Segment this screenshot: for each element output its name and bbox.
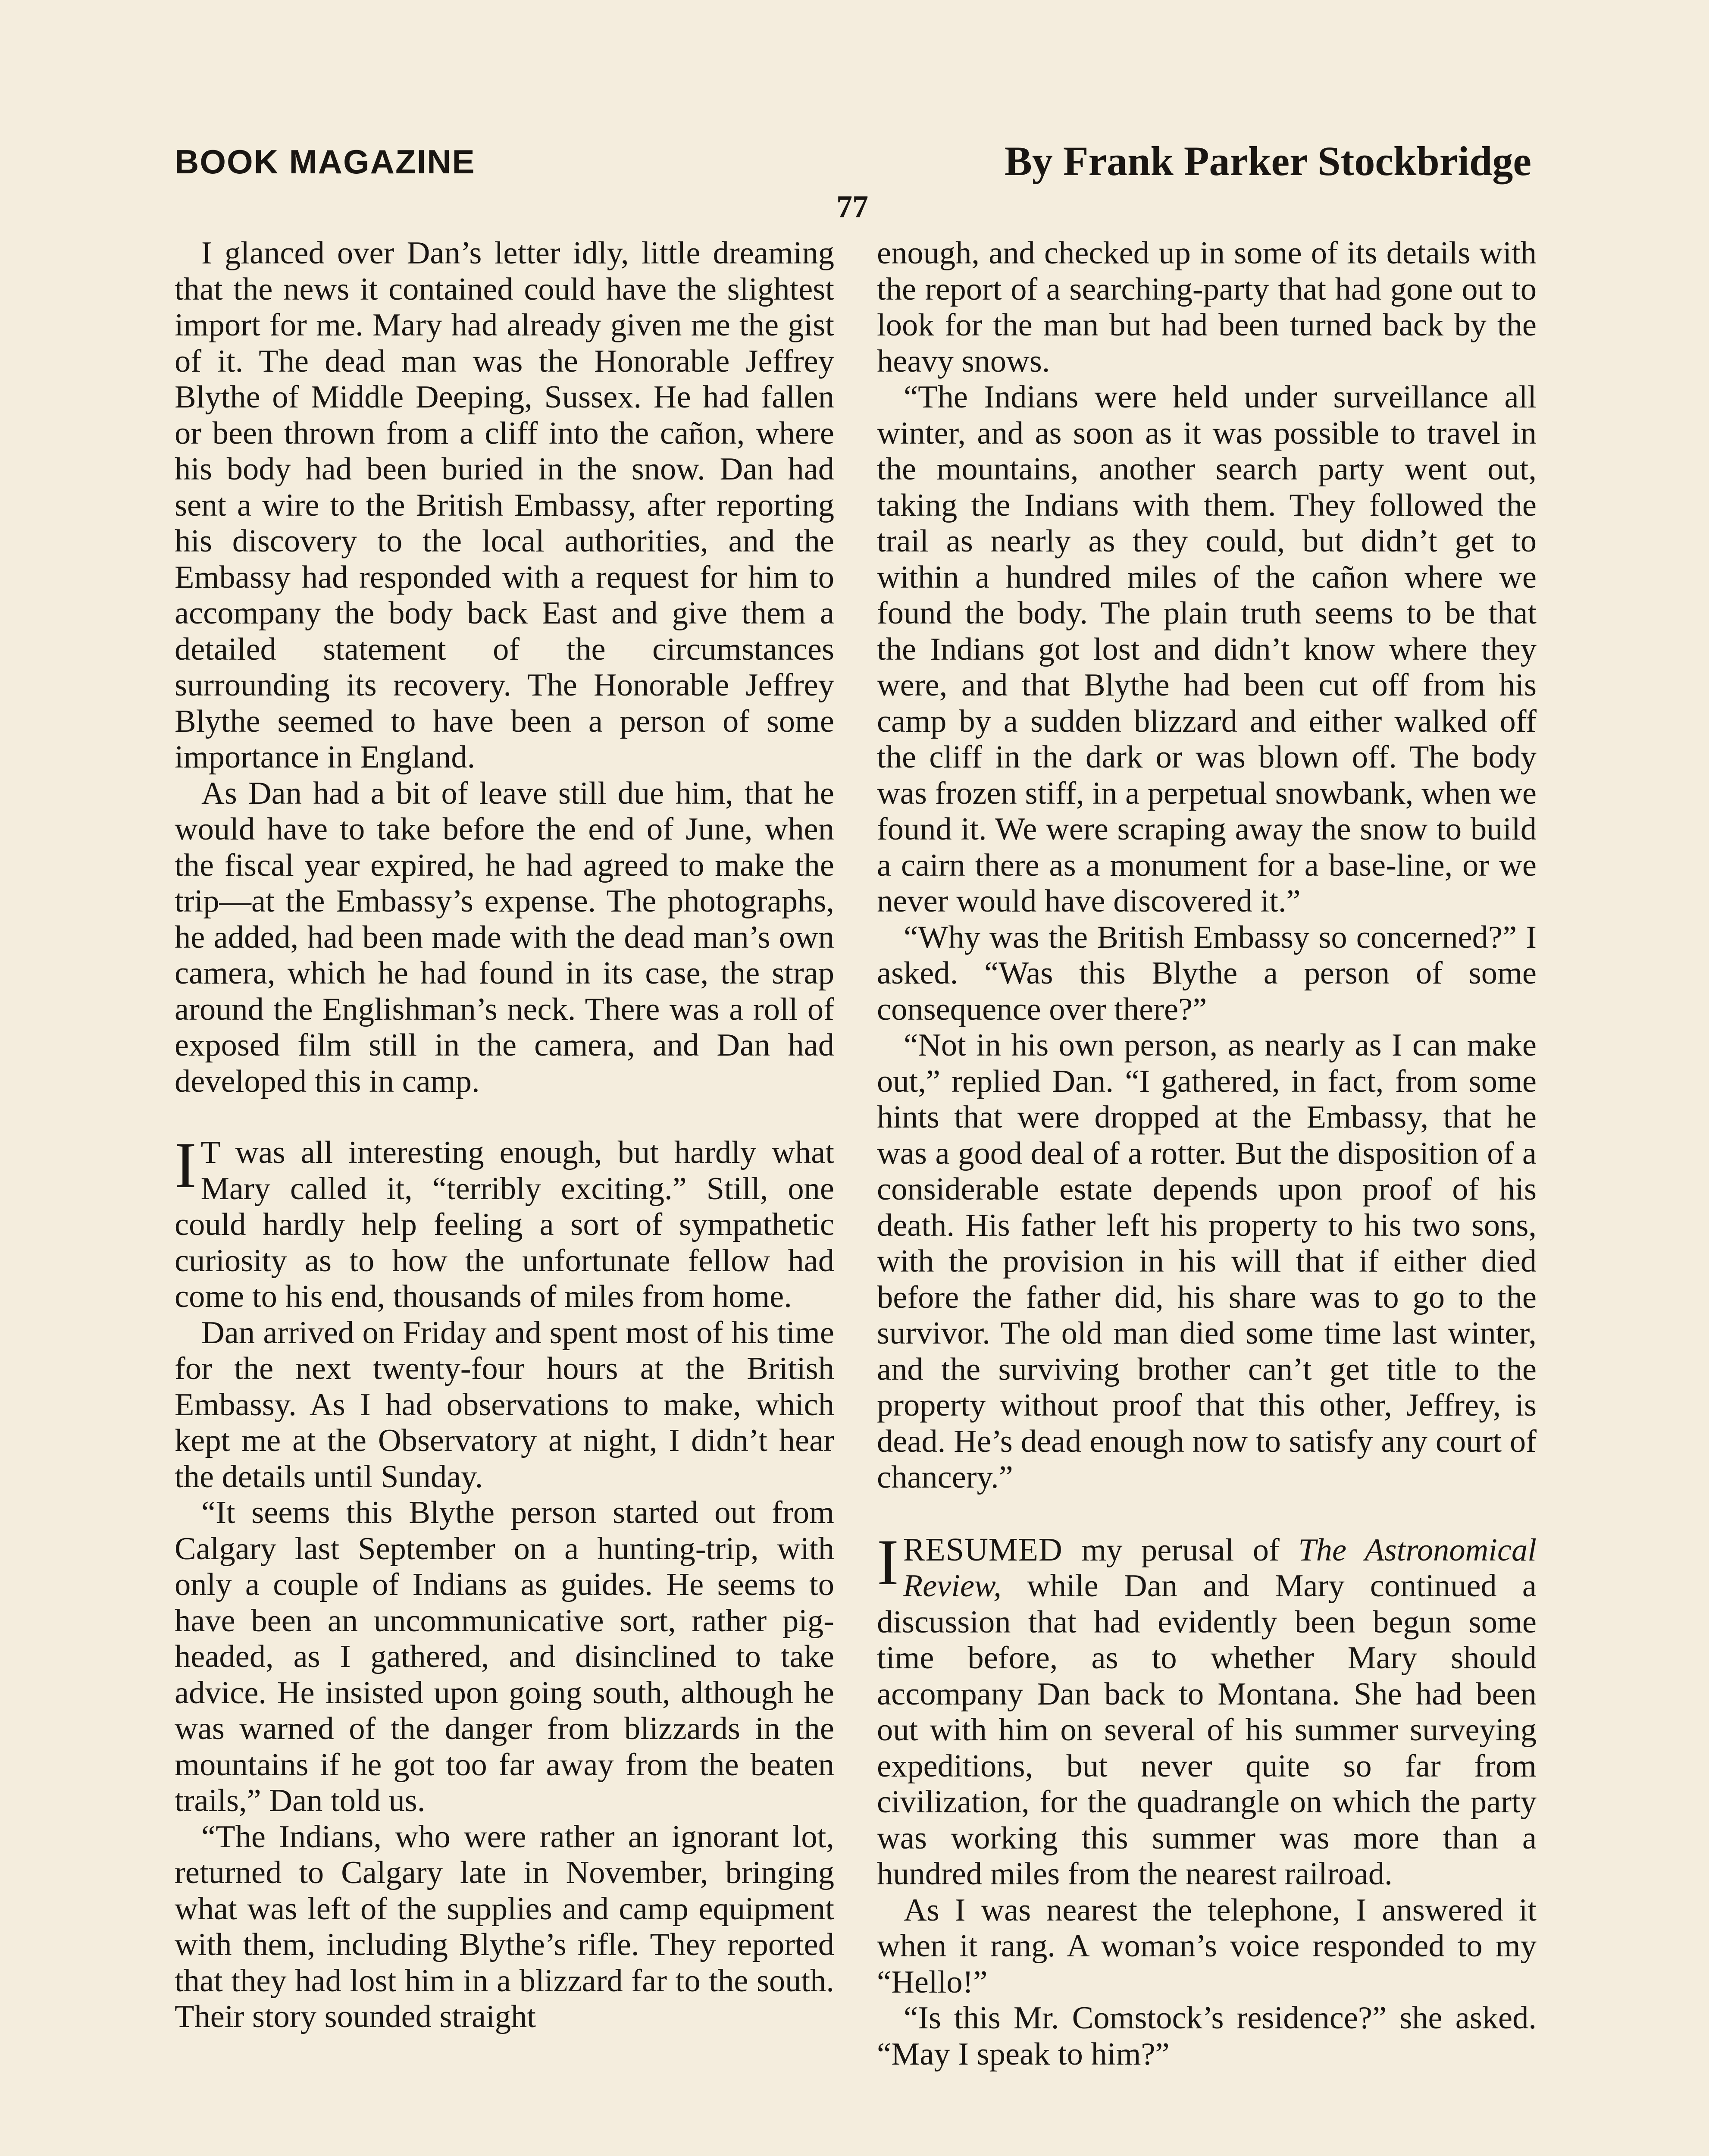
paragraph: “The Indians were held under surveillance all winter, and as soon as it was possible to travel in the mountains, another search party went out, taking the Indians with them. They followed the trail as nearly as they could, but didn’t get to within a hundred miles of the cañon where we found the body. The plain truth seems to be that the Indians got lost and didn’t know where they were, and that Blythe had been cut off from his camp by a sudden blizzard and either walked off the cliff in the dark or was blown off. The body was frozen stiff, in a perpetual snowbank, when we found it. We were scraping away the snow to build a cairn there as a monument for a base-line, or we never would have discovered it.” xyxy=(877,379,1537,919)
paragraph-dropcap xyxy=(175,1129,834,1315)
paragraph-text: while Dan and Mary continued a discussion that had evidently been begun some time before, as to whether Mary should accompany Dan back to Montana. She had been out with him on several of his summer surveying expeditions, but never quite so far from civilization, for the quadrangle on which the party was working this summer was more than a hundred miles from the nearest railroad. xyxy=(877,1568,1537,1892)
drop-cap: I xyxy=(877,1526,899,1598)
paragraph: Dan arrived on Friday and spent most of his time for the next twenty-four hours at the British Embassy. As I had observations to make, which kept me at the Observatory at night, I didn’t hear the details until Sunday. xyxy=(175,1315,834,1495)
right-column xyxy=(877,235,1537,2072)
paragraph: As I was nearest the telephone, I answered it when it rang. A woman’s voice responded to my “Hello!” xyxy=(877,1892,1537,2000)
paragraph: As Dan had a bit of leave still due him, that he would have to take before the end of June, when the fiscal year expired, he had agreed to make the trip—at the Embassy’s expense. The photographs, he added, had been made with the dead man’s own camera, which he had found in its case, the strap around the Englishman’s neck. There was a roll of exposed film still in the camera, and Dan had developed this in camp. xyxy=(175,775,834,1099)
italic-title: The Astronomical Review, xyxy=(903,1532,1537,1604)
paragraph: “The Indians, who were rather an ignorant lot, returned to Calgary late in November, bringing what was left of the supplies and camp equipment with them, including Blythe’s rifle. They reported that they had lost him in a blizzard far to the south. Their story sounded straight xyxy=(175,1819,834,2034)
paragraph: “Is this Mr. Comstock’s residence?” she asked. “May I speak to him?” xyxy=(877,2000,1537,2072)
paragraph: “Not in his own person, as nearly as I can make out,” replied Dan. “I gathered, in fact, from some hints that were dropped at the Embassy, that he was a good deal of a rotter. But the disposition of a considerable estate depends upon proof of his death. His father left his property to his two sons, with the provision in his will that if either died before the father did, his share was to go to the survivor. The old man died some time last winter, and the surviving brother can’t get title to the property without proof that this other, Jeffrey, is dead. He’s dead enough now to satisfy any court of chancery.” xyxy=(877,1028,1537,1495)
left-column xyxy=(175,235,834,2035)
lead-in: T xyxy=(200,1135,220,1170)
paragraph: “Why was the British Embassy so concerned?” I asked. “Was this Blythe a person of some consequence over there?” xyxy=(877,919,1537,1027)
lead-in: RESUMED xyxy=(903,1531,1063,1568)
paragraph: enough, and checked up in some of its details with the report of a searching-party that had gone out to look for the man but had been turned back by the heavy snows. xyxy=(877,235,1537,379)
running-head-magazine: BOOK MAGAZINE xyxy=(175,143,476,181)
paragraph-text: was all interesting enough, but hardly what Mary called it, “terribly exciting.” Still, one could hardly help feeling a sort of sympathetic curiosity as to how the unfortunate fellow had come to his end, thousands of miles from home. xyxy=(175,1135,834,1314)
paragraph-dropcap xyxy=(877,1526,1537,1893)
page-number: 77 xyxy=(836,189,868,225)
running-head-author: By Frank Parker Stockbridge xyxy=(1004,138,1531,184)
paragraph-text: my perusal of xyxy=(1062,1532,1299,1568)
paragraph: I glanced over Dan’s letter idly, little dreaming that the news it contained could have the slightest import for me. Mary had already given me the gist of it. The dead man was the Honorable Jeffrey Blythe of Middle Deeping, Sussex. He had fallen or been thrown from a cliff into the cañon, where his body had been buried in the snow. Dan had sent a wire to the British Embassy, after reporting his discovery to the local authorities, and the Embassy had responded with a request for him to accompany the body back East and give them a detailed statement of the circumstances surrounding its recovery. The Honorable Jeffrey Blythe seemed to have been a person of some importance in England. xyxy=(175,235,834,775)
drop-cap: I xyxy=(175,1129,197,1201)
paragraph: “It seems this Blythe person started out from Calgary last September on a hunting-trip, with only a couple of Indians as guides. He seems to have been an uncommunicative sort, rather pig-headed, as I gathered, and disinclined to take advice. He insisted upon going south, although he was warned of the danger from blizzards in the mountains if he got too far away from the beaten trails,” Dan told us. xyxy=(175,1495,834,1818)
